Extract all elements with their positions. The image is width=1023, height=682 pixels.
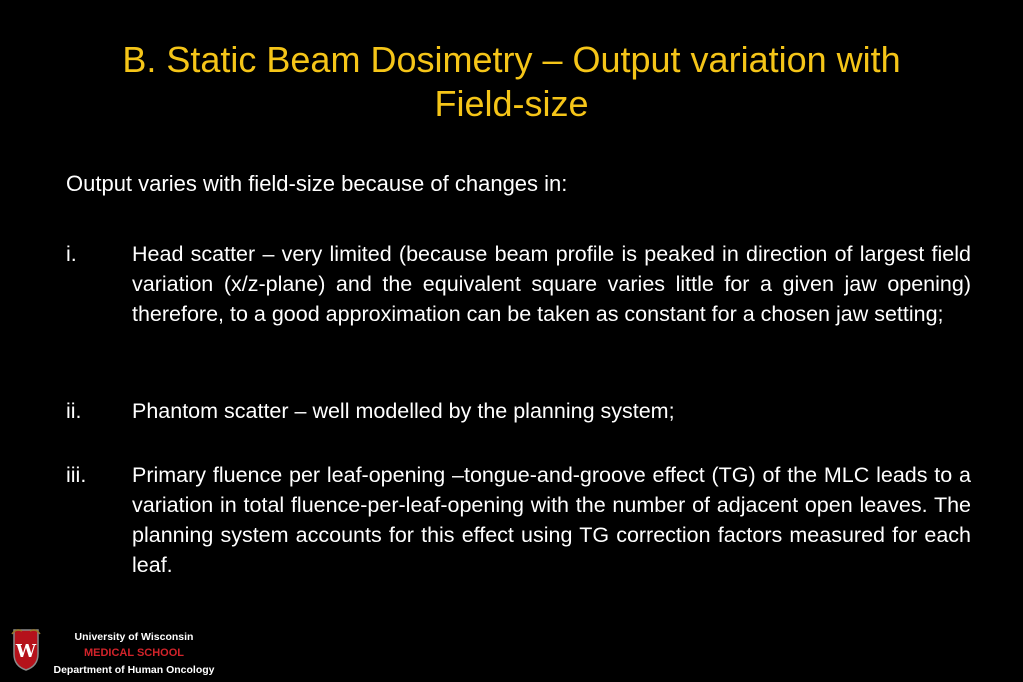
list-item-text: Phantom scatter – well modelled by the planning system; xyxy=(132,399,675,423)
school-name: MEDICAL SCHOOL xyxy=(83,647,185,659)
crest-letter: W xyxy=(15,641,37,662)
list-item-text: Head scatter – very limited (because beam profile is peaked in direction of largest field variation (x/z-plane) and the equivalent square varies little for a given jaw opening) therefore, to a good approximation can be taken as constant for a chosen jaw setting; xyxy=(132,242,971,326)
university-name: University of Wisconsin xyxy=(74,631,194,643)
list-item-number: iii. xyxy=(66,463,87,487)
title-line-1: B. Static Beam Dosimetry – Output variation with xyxy=(122,39,901,80)
slide-title xyxy=(40,38,983,126)
department-name: Department of Human Oncology xyxy=(53,664,215,676)
title-line-2: Field-size xyxy=(434,83,589,124)
list-item-text: Primary fluence per leaf-opening –tongue-and-groove effect (TG) of the MLC leads to a variation in total fluence-per-leaf-opening with the number of adjacent open leaves. The planning system accounts for this effect using TG correction factors measured for each leaf. xyxy=(132,463,971,577)
list-item-number: ii. xyxy=(66,399,82,423)
list-item-number: i. xyxy=(66,242,77,266)
footer-logo xyxy=(0,620,260,682)
intro-text: Output varies with field-size because of changes in: xyxy=(66,171,568,196)
